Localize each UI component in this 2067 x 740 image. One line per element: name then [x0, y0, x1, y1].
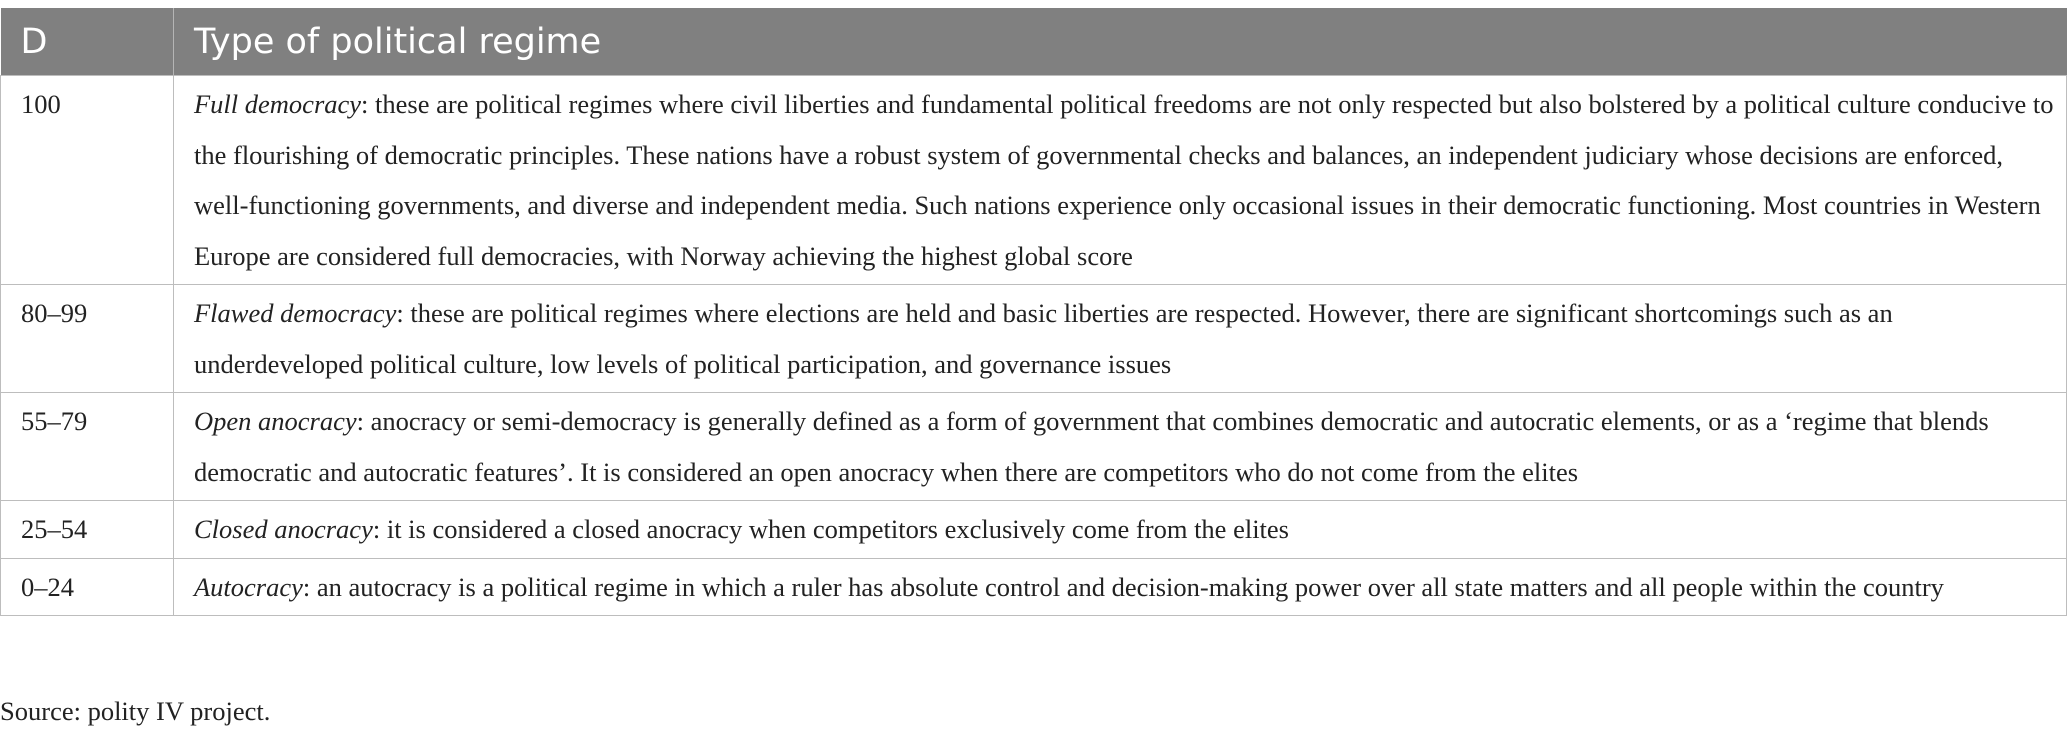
score-cell: 25–54 — [1, 501, 174, 559]
regime-description: : it is considered a closed anocracy when competitors exclusively come from the elites — [372, 514, 1289, 544]
score-cell: 0–24 — [1, 558, 174, 616]
table-body — [1, 76, 2067, 616]
score-cell: 80–99 — [1, 285, 174, 393]
regime-term: Open anocracy — [194, 406, 357, 436]
source-note: Source: polity IV project. — [0, 696, 271, 726]
table-row — [1, 76, 2067, 285]
regime-table — [0, 8, 2067, 616]
table-row — [1, 393, 2067, 501]
header-score: D — [1, 8, 174, 76]
regime-term: Flawed democracy — [194, 298, 397, 328]
table-header — [1, 8, 2067, 76]
description-cell — [174, 76, 2067, 285]
regime-term: Closed anocracy — [194, 514, 373, 544]
score-cell: 100 — [1, 76, 174, 285]
regime-description: : an autocracy is a political regime in which a ruler has absolute control and decision-making power over all state matters and all people within the country — [302, 571, 1944, 602]
description-cell — [174, 393, 2067, 501]
regime-term: Autocracy — [194, 571, 303, 602]
regime-description: : anocracy or semi-democracy is generally defined as a form of government that combines democratic and autocratic elements, or as a ‘regime that blends democratic and autocratic features’. It is considered an open anocracy when there are competitors who do not come from the elites — [194, 406, 1989, 487]
table-row — [1, 501, 2067, 559]
table-row — [1, 558, 2067, 616]
header-regime-type: Type of political regime — [174, 8, 2067, 76]
regime-term: Full democracy — [194, 89, 362, 119]
header-row — [1, 8, 2067, 76]
regime-description: : these are political regimes where elections are held and basic liberties are respected. However, there are significant shortcomings such as an underdeveloped political culture, low levels of political participation, and governance issues — [194, 298, 1893, 379]
regime-table-container — [0, 8, 2066, 616]
score-cell: 55–79 — [1, 393, 174, 501]
table-row — [1, 285, 2067, 393]
description-cell — [174, 558, 2067, 616]
regime-description: : these are political regimes where civil liberties and fundamental political freedoms are not only respected but also bolstered by a political culture conducive to the flourishing of democratic principles. These nations have a robust system of governmental checks and balances, an independent judiciary whose decisions are enforced, well-functioning governments, and diverse and independent media. Such nations experience only occasional issues in their democratic functioning. Most countries in Western Europe are considered full democracies, with Norway achieving the highest global score — [194, 89, 2054, 271]
description-cell — [174, 285, 2067, 393]
description-cell — [174, 501, 2067, 559]
